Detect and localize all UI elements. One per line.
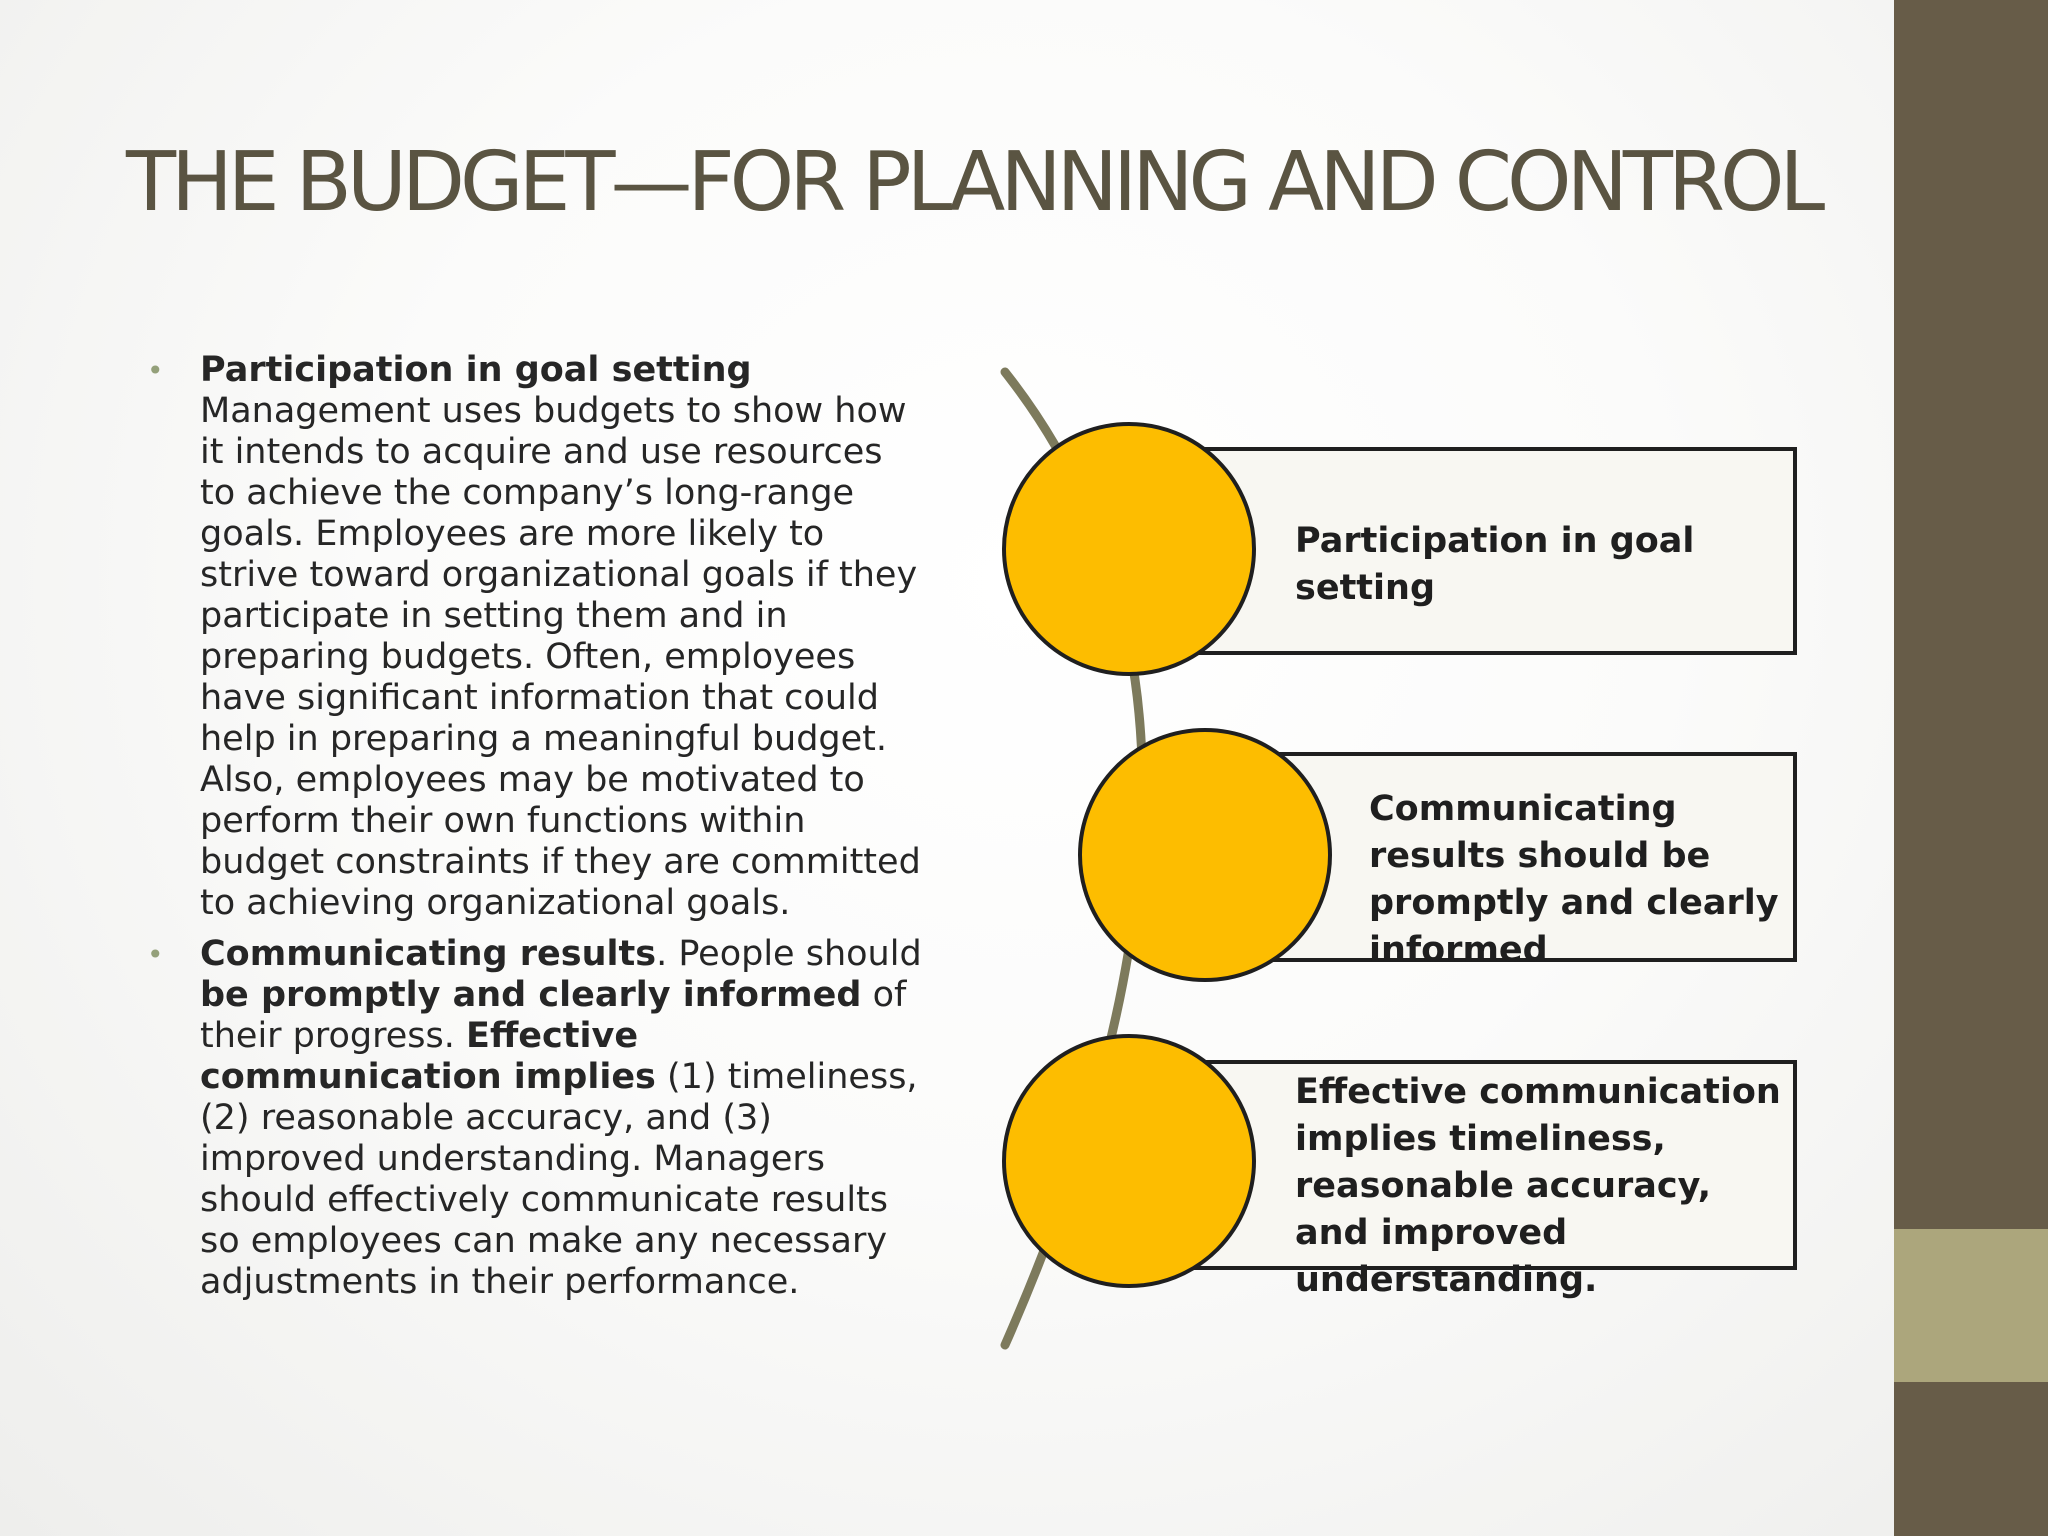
step-label-1: Participation in goal setting xyxy=(1295,521,1695,608)
step-circle-3 xyxy=(1002,1034,1256,1288)
bullet-run: Effective communication implies xyxy=(200,1016,656,1097)
step-circle-1 xyxy=(1002,422,1256,676)
bullet-run: of their progress. xyxy=(200,975,907,1056)
bullet-run: be promptly and clearly informed xyxy=(200,975,862,1015)
side-decoration-accent xyxy=(1894,1229,2048,1382)
slide-title: THE BUDGET—FOR PLANNING AND CONTROL xyxy=(126,135,1821,230)
step-circle-2 xyxy=(1078,728,1332,982)
bullet-marker: • xyxy=(147,354,164,387)
step-label-2: Communicating results should be promptly and clearly informed xyxy=(1369,789,1779,970)
bullet-heading: Participation in goal setting xyxy=(200,350,752,390)
bullet-run: . People should xyxy=(656,934,922,974)
bullet-run: (1) timeliness, (2) reasonable accuracy, and (3) improved understanding. Managers should effectively communicate results so employees can make any necessary adjustments in their performance. xyxy=(200,1057,918,1302)
bullet-body: Management uses budgets to show how it intends to acquire and use resources to achieve the company’s long-range goals. Employees are more likely to strive toward organizational goals if they participate in setting them and in preparing budgets. Often, employees have significant information that could help in preparing a meaningful budget. Also, employees may be motivated to perform their own functions within budget constraints if they are committed to achieving organizational goals. xyxy=(200,391,921,923)
bullet-run: Communicating results xyxy=(200,934,657,974)
bullet-marker: • xyxy=(147,938,164,971)
step-label-3: Effective communication implies timeliness, reasonable accuracy, and improved understanding. xyxy=(1295,1072,1781,1300)
